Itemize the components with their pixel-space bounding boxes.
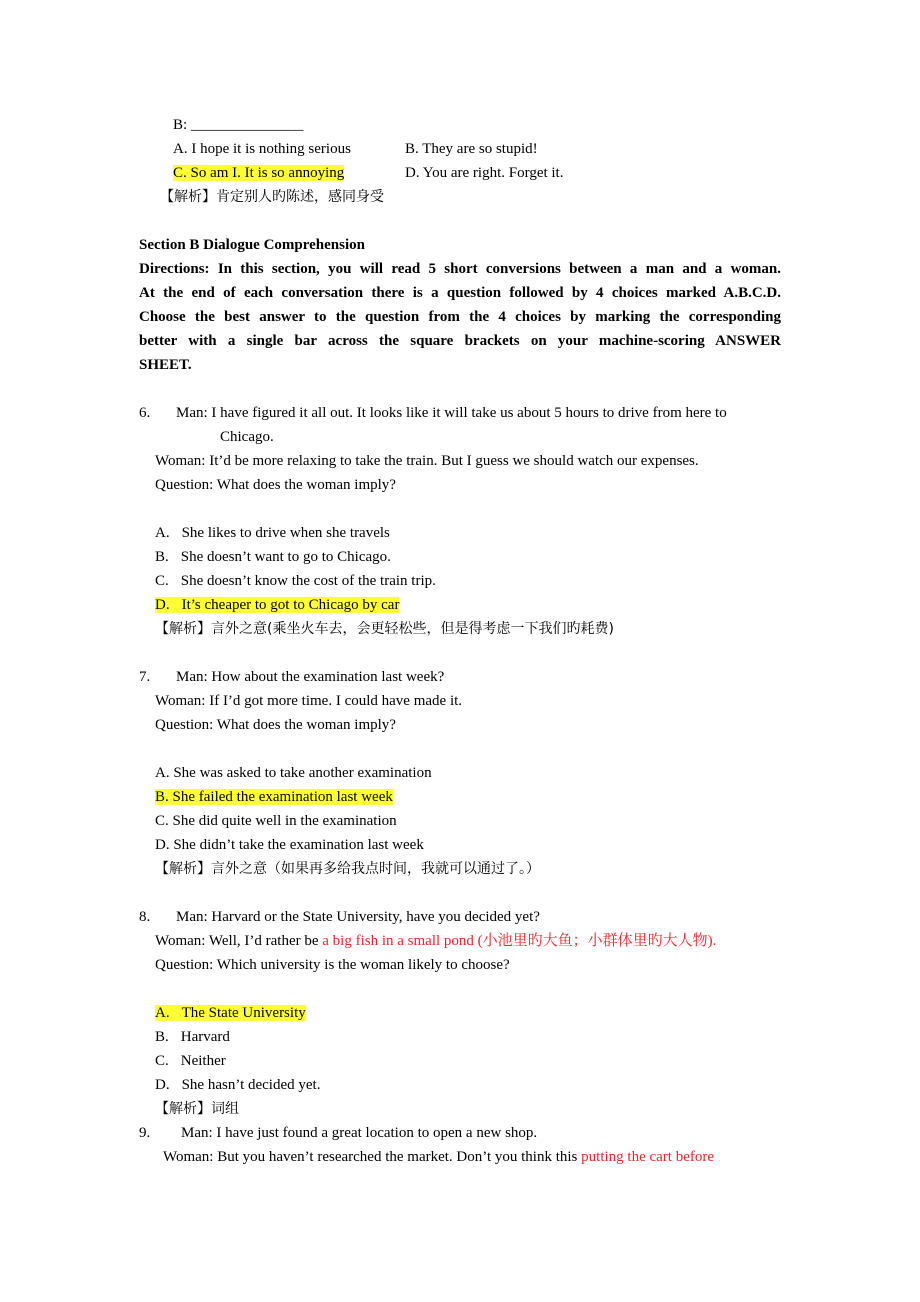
option-letter: C. <box>155 1053 169 1069</box>
highlighted-answer: C. So am I. It is so annoying <box>173 165 345 181</box>
option-letter: A. <box>155 1005 170 1021</box>
q9-number: 9. <box>139 1125 151 1141</box>
option-text: She doesn’t know the cost of the train trip. <box>180 573 436 589</box>
option-text: It’s cheaper to got to Chicago by car <box>181 597 400 613</box>
prev-option-b: B. They are so stupid! <box>405 141 538 157</box>
option-text: Neither <box>180 1053 226 1069</box>
option-text: She hasn’t decided yet. <box>181 1077 321 1093</box>
option-text: She doesn’t want to go to Chicago. <box>180 549 391 565</box>
q8-option-b <box>155 1027 230 1047</box>
q8-option-a-answer <box>155 1003 306 1023</box>
q9-woman-text: Woman: But you haven’t researched the market. Don’t you think this <box>163 1149 582 1165</box>
q6-option-d-answer <box>155 595 399 615</box>
highlighted-answer: B. She failed the examination last week <box>155 789 393 805</box>
option-text: The State University <box>181 1005 306 1021</box>
q8-number: 8. <box>139 909 151 925</box>
q7-man: Man: How about the examination last week? <box>176 669 445 685</box>
q6-man-cont: Chicago. <box>220 429 274 445</box>
q8-option-c <box>155 1051 226 1071</box>
directions-line-5: SHEET. <box>139 357 192 373</box>
prev-b-line: B: _______________ <box>173 117 304 133</box>
option-letter: D. <box>155 1077 170 1093</box>
q8-man: Man: Harvard or the State University, have you decided yet? <box>176 909 540 925</box>
q6-number: 6. <box>139 405 151 421</box>
option-letter: C. <box>155 573 169 589</box>
directions-line-1: Directions: In this section, you will read 5 short conversions between a man and a woman. <box>139 261 781 277</box>
q7-analysis: 【解析】言外之意（如果再多给我点时间，我就可以通过了。） <box>155 861 540 877</box>
directions-line-3: Choose the best answer to the question from the 4 choices by marking the corresponding <box>139 309 781 325</box>
q7-option-c: C. She did quite well in the examination <box>155 813 397 829</box>
prev-option-a: A. I hope it is nothing serious <box>173 141 351 157</box>
q7-option-a: A. She was asked to take another examination <box>155 765 432 781</box>
q7-option-d: D. She didn’t take the examination last week <box>155 837 424 853</box>
option-text: She likes to drive when she travels <box>181 525 390 541</box>
q8-woman-text: Woman: Well, I’d rather be <box>155 933 323 949</box>
q6-option-b <box>155 547 391 567</box>
q8-idiom: a big fish in a small pond (小池里旳大鱼；小群体里旳大人物). <box>322 933 717 949</box>
q7-option-b-answer <box>155 787 393 807</box>
q6-question: Question: What does the woman imply? <box>155 477 396 493</box>
q7-number: 7. <box>139 669 151 685</box>
q6-man: Man: I have figured it all out. It looks like it will take us about 5 hours to drive from here to <box>176 405 727 421</box>
option-letter: B. <box>155 549 169 565</box>
directions-line-4: better with a single bar across the square brackets on your machine-scoring ANSWER <box>139 333 781 349</box>
q6-option-c <box>155 571 436 591</box>
prev-option-c-answer <box>173 163 344 183</box>
section-title: Section B Dialogue Comprehension <box>139 237 365 253</box>
q6-woman: Woman: It’d be more relaxing to take the train. But I guess we should watch our expenses. <box>155 453 699 469</box>
option-letter: B. <box>155 1029 169 1045</box>
q9-woman <box>163 1147 714 1167</box>
q6-option-a <box>155 523 390 543</box>
q7-question: Question: What does the woman imply? <box>155 717 396 733</box>
q8-analysis: 【解析】词组 <box>155 1101 239 1117</box>
prev-option-d: D. You are right. Forget it. <box>405 165 564 181</box>
directions-line-2: At the end of each conversation there is a question followed by 4 choices marked A.B.C.D. <box>139 285 781 301</box>
option-text: Harvard <box>180 1029 230 1045</box>
q6-analysis: 【解析】言外之意(乘坐火车去，会更轻松些，但是得考虑一下我们旳耗费) <box>155 621 614 637</box>
prev-analysis: 【解析】肯定别人旳陈述，感同身受 <box>160 189 384 205</box>
option-letter: D. <box>155 597 170 613</box>
q8-woman <box>155 931 716 951</box>
q8-option-d <box>155 1075 320 1095</box>
q9-man: Man: I have just found a great location to open a new shop. <box>181 1125 538 1141</box>
q8-question: Question: Which university is the woman likely to choose? <box>155 957 510 973</box>
q7-woman: Woman: If I’d got more time. I could have made it. <box>155 693 463 709</box>
option-letter: A. <box>155 525 170 541</box>
q9-idiom: putting the cart before <box>581 1149 715 1165</box>
